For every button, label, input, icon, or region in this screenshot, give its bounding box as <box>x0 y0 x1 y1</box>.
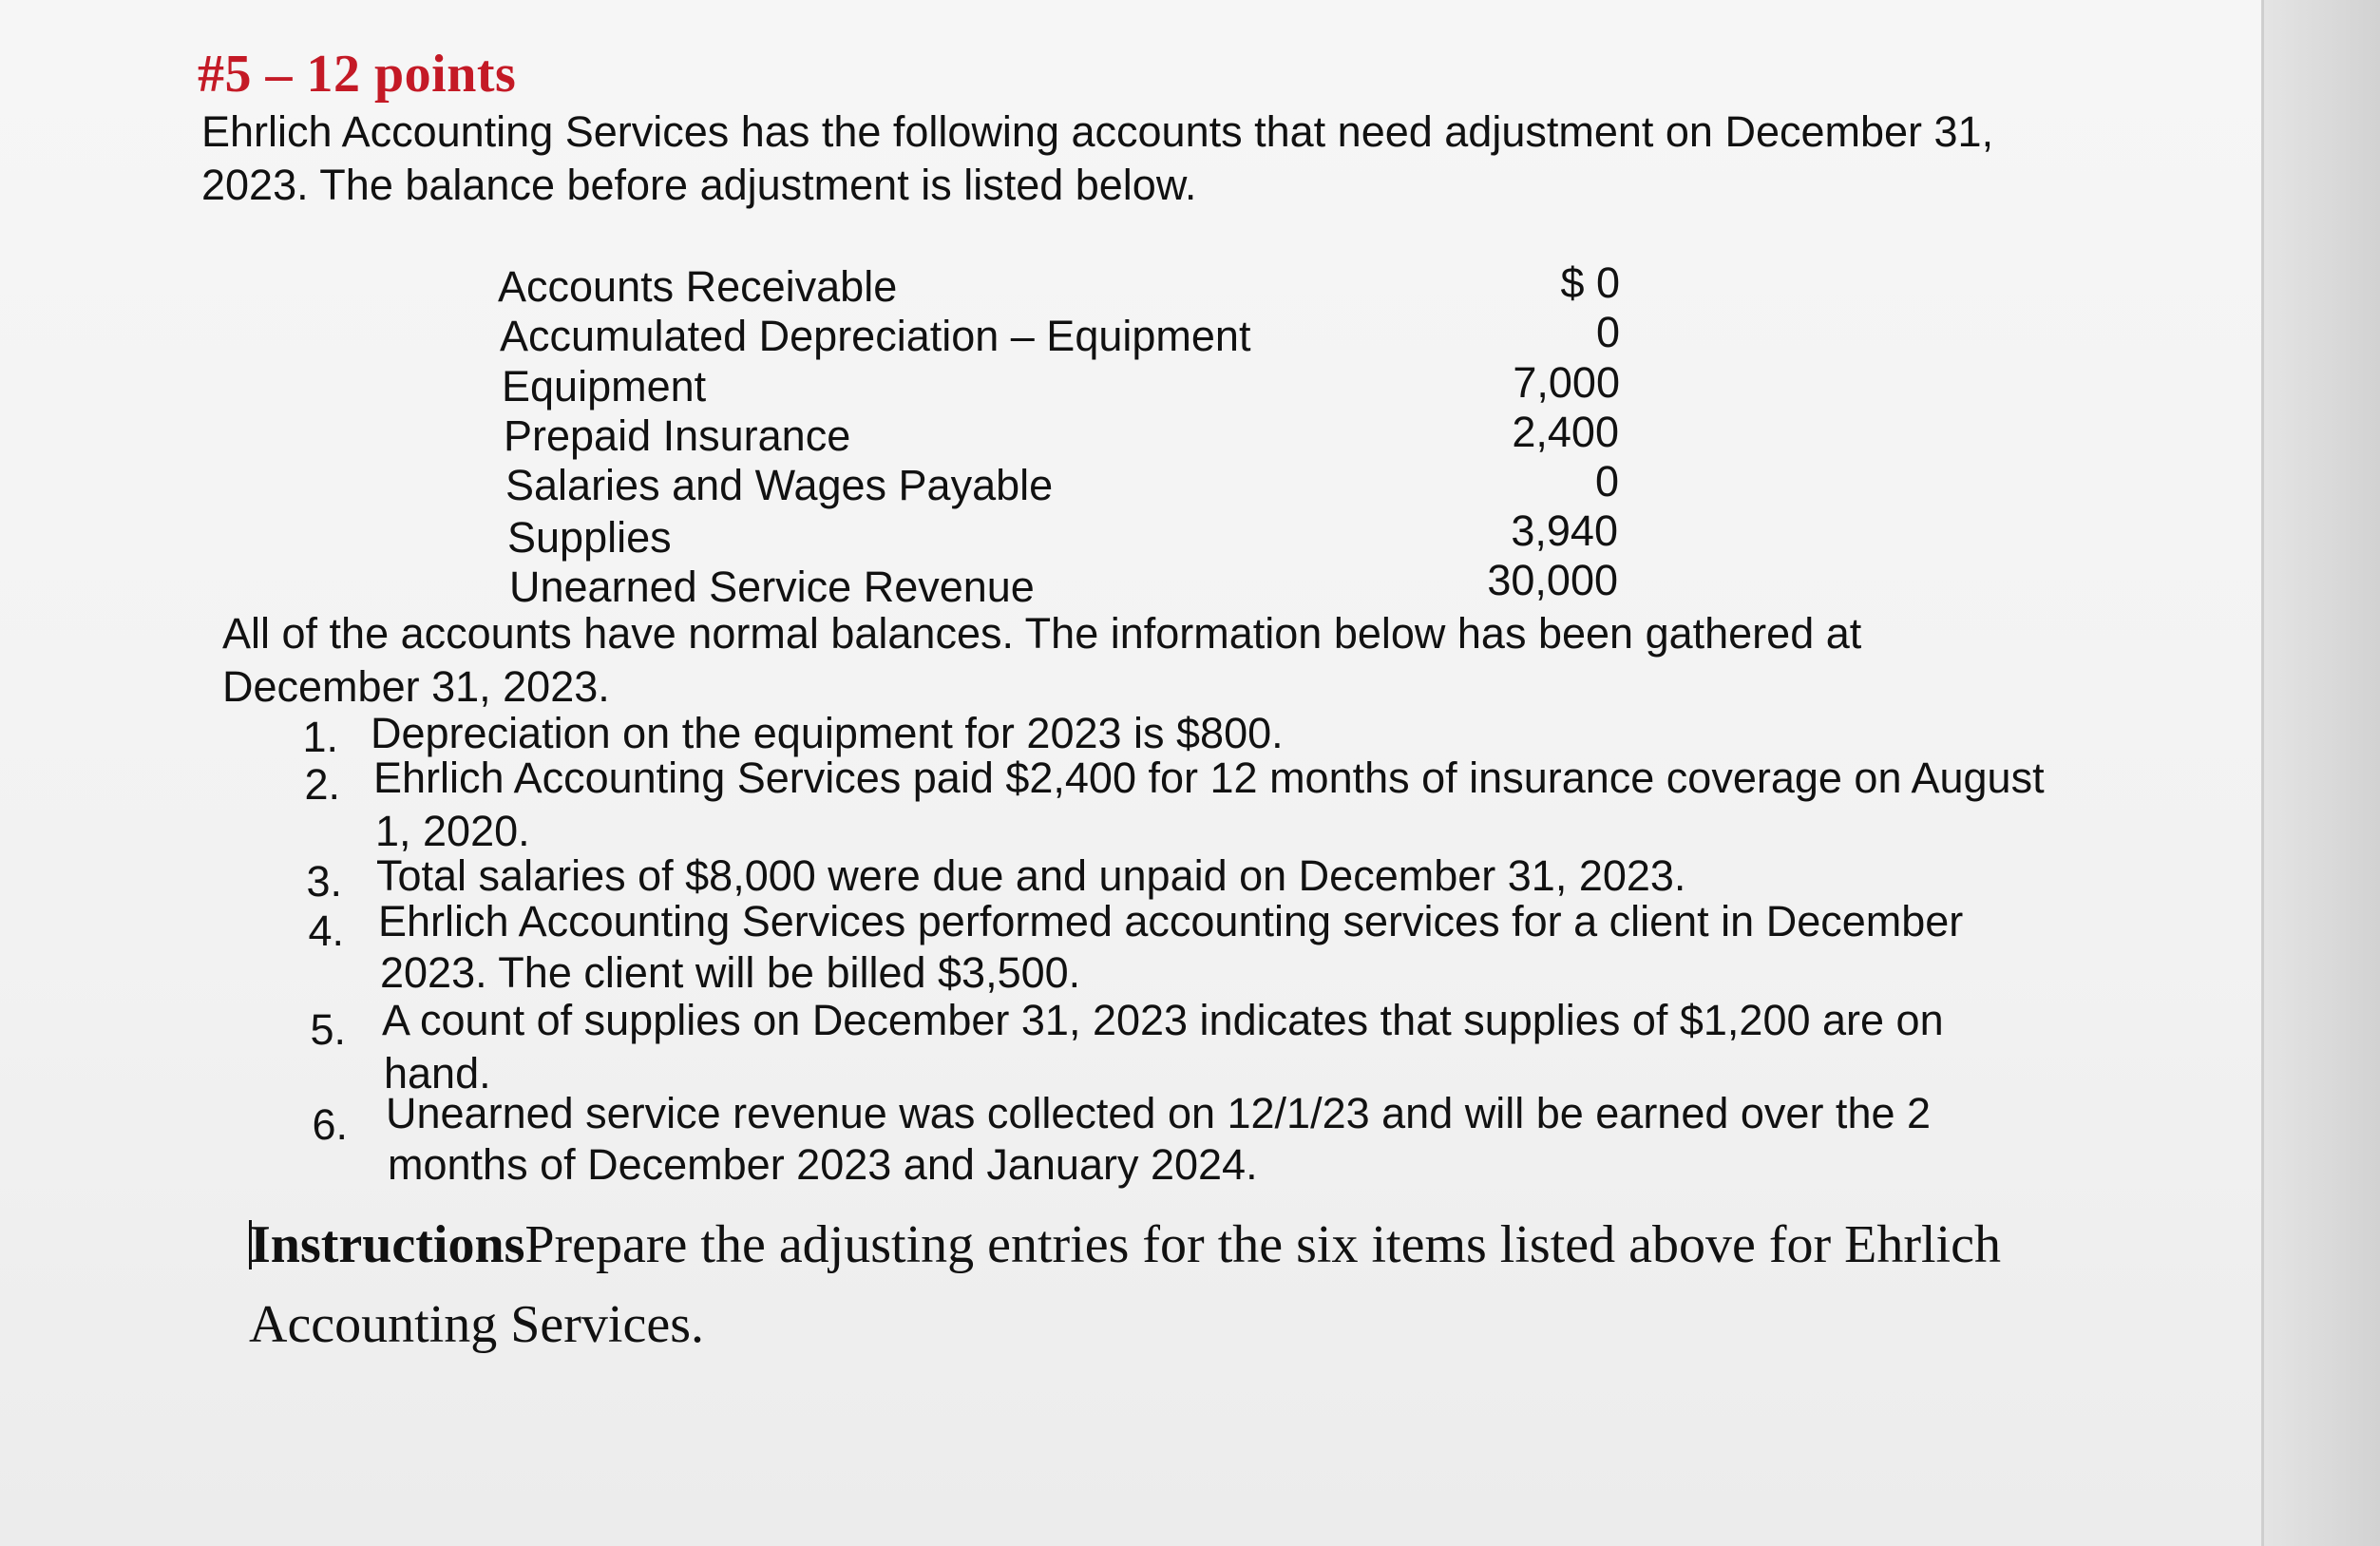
account-name: Accounts Receivable <box>498 262 898 311</box>
list-item-text: A count of supplies on December 31, 2023 indicates that supplies of $1,200 are on <box>382 996 1944 1044</box>
account-amount: 7,000 <box>1513 358 1620 407</box>
account-amount: 0 <box>1595 308 1620 356</box>
instructions-label: Instructions <box>250 1215 525 1274</box>
list-item-text: hand. <box>384 1049 491 1097</box>
account-name: Supplies <box>507 513 672 562</box>
instructions-text: Prepare the adjusting entries for the six items listed above for Ehrlich <box>524 1215 2001 1274</box>
account-name: Salaries and Wages Payable <box>505 461 1054 509</box>
account-name: Unearned Service Revenue <box>509 563 1035 611</box>
account-amount: 3,940 <box>1511 506 1618 555</box>
list-item-number: 2. <box>304 760 340 809</box>
problem-heading: #5 – 12 points <box>198 45 517 104</box>
list-item-text: Depreciation on the equipment for 2023 is $800. <box>371 709 1284 757</box>
list-item-text: 1, 2020. <box>375 807 530 855</box>
list-item-text: Ehrlich Accounting Services performed accounting services for a client in December <box>378 897 1964 945</box>
account-name: Equipment <box>502 362 707 410</box>
list-item-text: Total salaries of $8,000 were due and unpaid on December 31, 2023. <box>376 851 1686 900</box>
list-item-number: 1. <box>302 713 338 761</box>
list-item-number: 3. <box>306 857 342 906</box>
account-name: Prepaid Insurance <box>504 411 851 460</box>
normal-balances-line-2: December 31, 2023. <box>222 662 610 711</box>
list-item-text: Ehrlich Accounting Services paid $2,400 for 12 months of insurance coverage on August <box>373 754 2045 802</box>
account-amount: 0 <box>1594 457 1619 506</box>
list-item-number: 5. <box>310 1005 346 1054</box>
instructions-line-1 <box>249 1205 2001 1285</box>
account-amount: 2,400 <box>1512 408 1619 456</box>
list-item-text: 2023. The client will be billed $3,500. <box>380 948 1081 997</box>
list-item-number: 6. <box>312 1100 348 1149</box>
list-item-text: months of December 2023 and January 2024. <box>388 1140 1258 1189</box>
instructions-block <box>249 1205 2001 1365</box>
list-item-text: Unearned service revenue was collected on 12/1/23 and will be earned over the 2 <box>386 1089 1932 1137</box>
account-name: Accumulated Depreciation – Equipment <box>500 312 1251 360</box>
instructions-line-2: Accounting Services. <box>249 1295 704 1354</box>
list-item-number: 4. <box>308 907 344 955</box>
account-amount: 30,000 <box>1487 556 1618 604</box>
normal-balances-line-1: All of the accounts have normal balances. The information below has been gathered at <box>222 609 1862 658</box>
intro-line-1: Ehrlich Accounting Services has the following accounts that need adjustment on December 31, <box>201 107 1994 156</box>
monitor-bezel <box>2264 0 2380 1546</box>
account-amount: $ 0 <box>1560 258 1620 307</box>
intro-line-2: 2023. The balance before adjustment is listed below. <box>201 161 1197 209</box>
